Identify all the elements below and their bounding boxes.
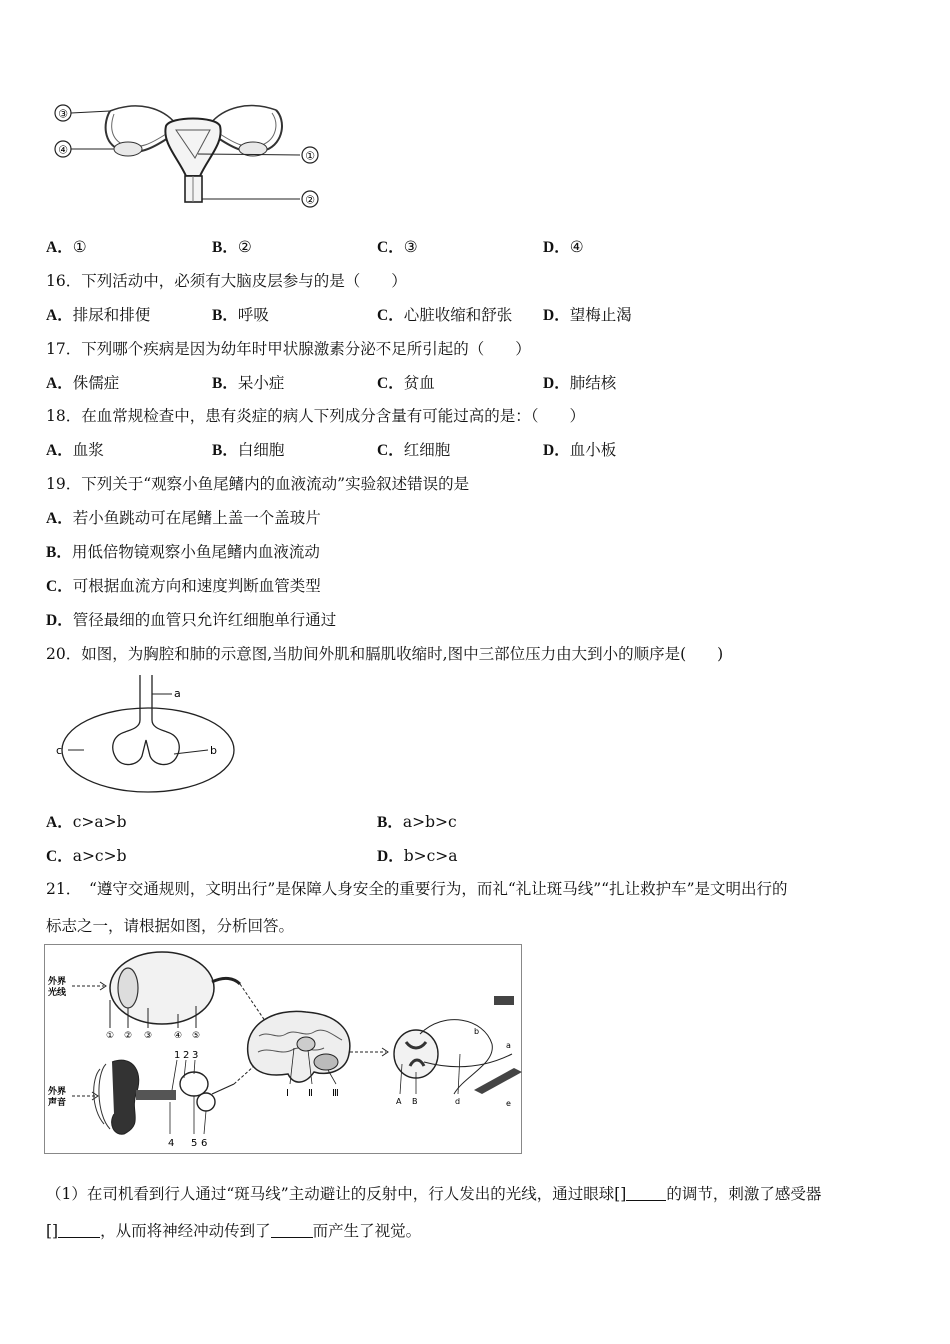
q17-stem: 17．下列哪个疾病是因为幼年时甲状腺激素分泌不足所引起的（ ） — [46, 340, 531, 358]
q18-option-d[interactable]: D．血小板 — [543, 441, 617, 459]
svg-text:B: B — [412, 1097, 418, 1106]
svg-text:Ⅲ: Ⅲ — [332, 1088, 339, 1099]
q17-option-d[interactable]: D．肺结核 — [543, 374, 617, 392]
answer-blank-2[interactable] — [58, 1223, 100, 1238]
q15-option-c[interactable]: C．③ — [377, 238, 418, 256]
q20-option-a[interactable]: A．c>a>b — [46, 813, 127, 831]
svg-text:Ⅱ: Ⅱ — [308, 1088, 313, 1099]
q18-stem: 18．在血常规检查中，患有炎症的病人下列成分含量有可能过高的是：（ ） — [46, 407, 585, 425]
q17-option-b[interactable]: B．呆小症 — [212, 374, 285, 392]
answer-blank-1[interactable] — [626, 1186, 666, 1201]
svg-text:b: b — [474, 1027, 480, 1036]
q19-option-c[interactable]: C．可根据血流方向和速度判断血管类型 — [46, 577, 321, 595]
svg-text:②: ② — [305, 193, 315, 207]
svg-text:6: 6 — [201, 1138, 208, 1149]
q16-stem: 16．下列活动中，必须有大脑皮层参与的是（ ） — [46, 272, 407, 290]
figure-label-c: c — [56, 744, 63, 757]
svg-text:⑤: ⑤ — [191, 1031, 201, 1041]
q19-option-d[interactable]: D．管径最细的血管只允许红细胞单行通过 — [46, 611, 337, 629]
q15-option-d[interactable]: D．④ — [543, 238, 584, 256]
svg-text:外界: 外界 — [48, 977, 67, 987]
svg-text:③: ③ — [143, 1031, 153, 1041]
q20-option-c[interactable]: C．a>c>b — [46, 847, 127, 865]
eye-ear-brain-spinal-figure — [44, 944, 522, 1154]
q17-option-a[interactable]: A．侏儒症 — [46, 374, 120, 392]
q18-option-c[interactable]: C．红细胞 — [377, 441, 451, 459]
q18-option-b[interactable]: B．白细胞 — [212, 441, 285, 459]
answer-blank-3[interactable] — [271, 1223, 313, 1238]
q16-option-c[interactable]: C．心脏收缩和舒张 — [377, 306, 513, 324]
figure-label-a: a — [174, 687, 181, 700]
svg-text:声音: 声音 — [48, 1098, 67, 1108]
q20-stem: 20．如图，为胸腔和肺的示意图,当肋间外肌和膈肌收缩时,图中三部位压力由大到小的顺序是( ) — [46, 645, 724, 663]
q18-option-a[interactable]: A．血浆 — [46, 441, 104, 459]
svg-text:②: ② — [123, 1031, 133, 1041]
thorax-lung-figure — [50, 670, 240, 795]
figure-label-b: b — [210, 744, 217, 757]
svg-text:2: 2 — [183, 1050, 190, 1061]
svg-text:3: 3 — [192, 1050, 199, 1061]
q19-option-b[interactable]: B．用低倍物镜观察小鱼尾鳍内血液流动 — [46, 543, 320, 561]
q21-sub1-line2: [] ，从而将神经冲动传到了 而产生了视觉。 — [46, 1222, 422, 1240]
svg-text:①: ① — [305, 149, 315, 163]
svg-text:1: 1 — [174, 1050, 181, 1061]
figure-label-1 — [302, 147, 318, 163]
q20-option-b[interactable]: B．a>b>c — [377, 813, 457, 831]
svg-text:e: e — [506, 1099, 511, 1108]
figure-label-2 — [302, 191, 318, 207]
figure-label-3 — [55, 105, 71, 121]
figure-label-4 — [55, 141, 71, 157]
female-reproductive-figure — [48, 98, 338, 216]
svg-text:①: ① — [105, 1031, 115, 1041]
svg-text:5: 5 — [191, 1138, 198, 1149]
q20-option-d[interactable]: D．b>c>a — [377, 847, 458, 865]
svg-text:④: ④ — [58, 143, 68, 157]
svg-text:光线: 光线 — [48, 988, 67, 998]
q21-stem-line2: 标志之一，请根据如图，分析回答。 — [46, 917, 295, 935]
q15-option-b[interactable]: B．② — [212, 238, 252, 256]
svg-text:a: a — [506, 1041, 511, 1050]
svg-text:Ⅰ: Ⅰ — [286, 1088, 289, 1099]
svg-text:d: d — [455, 1097, 461, 1106]
q15-option-a[interactable]: A．① — [46, 238, 87, 256]
svg-text:外界: 外界 — [48, 1087, 67, 1097]
svg-text:③: ③ — [58, 107, 68, 121]
q16-option-b[interactable]: B．呼吸 — [212, 306, 269, 324]
q21-stem-line1: 21． “遵守交通规则，文明出行”是保障人身安全的重要行为，而礼“礼让斑马线”“扎让救护车”是文明出行的 — [46, 880, 788, 898]
svg-text:④: ④ — [173, 1031, 183, 1041]
svg-text:A: A — [396, 1097, 402, 1106]
q21-sub1-line1: （1）在司机看到行人通过“斑马线”主动避让的反射中，行人发出的光线，通过眼球[] 的调节，刺激了感受器 — [46, 1185, 822, 1203]
q19-stem: 19．下列关于“观察小鱼尾鳍内的血液流动”实验叙述错误的是 — [46, 475, 470, 493]
q17-option-c[interactable]: C．贫血 — [377, 374, 435, 392]
svg-text:4: 4 — [168, 1138, 175, 1149]
q16-option-d[interactable]: D．望梅止渴 — [543, 306, 632, 324]
q16-option-a[interactable]: A．排尿和排便 — [46, 306, 151, 324]
q19-option-a[interactable]: A．若小鱼跳动可在尾鳍上盖一个盖玻片 — [46, 509, 321, 527]
